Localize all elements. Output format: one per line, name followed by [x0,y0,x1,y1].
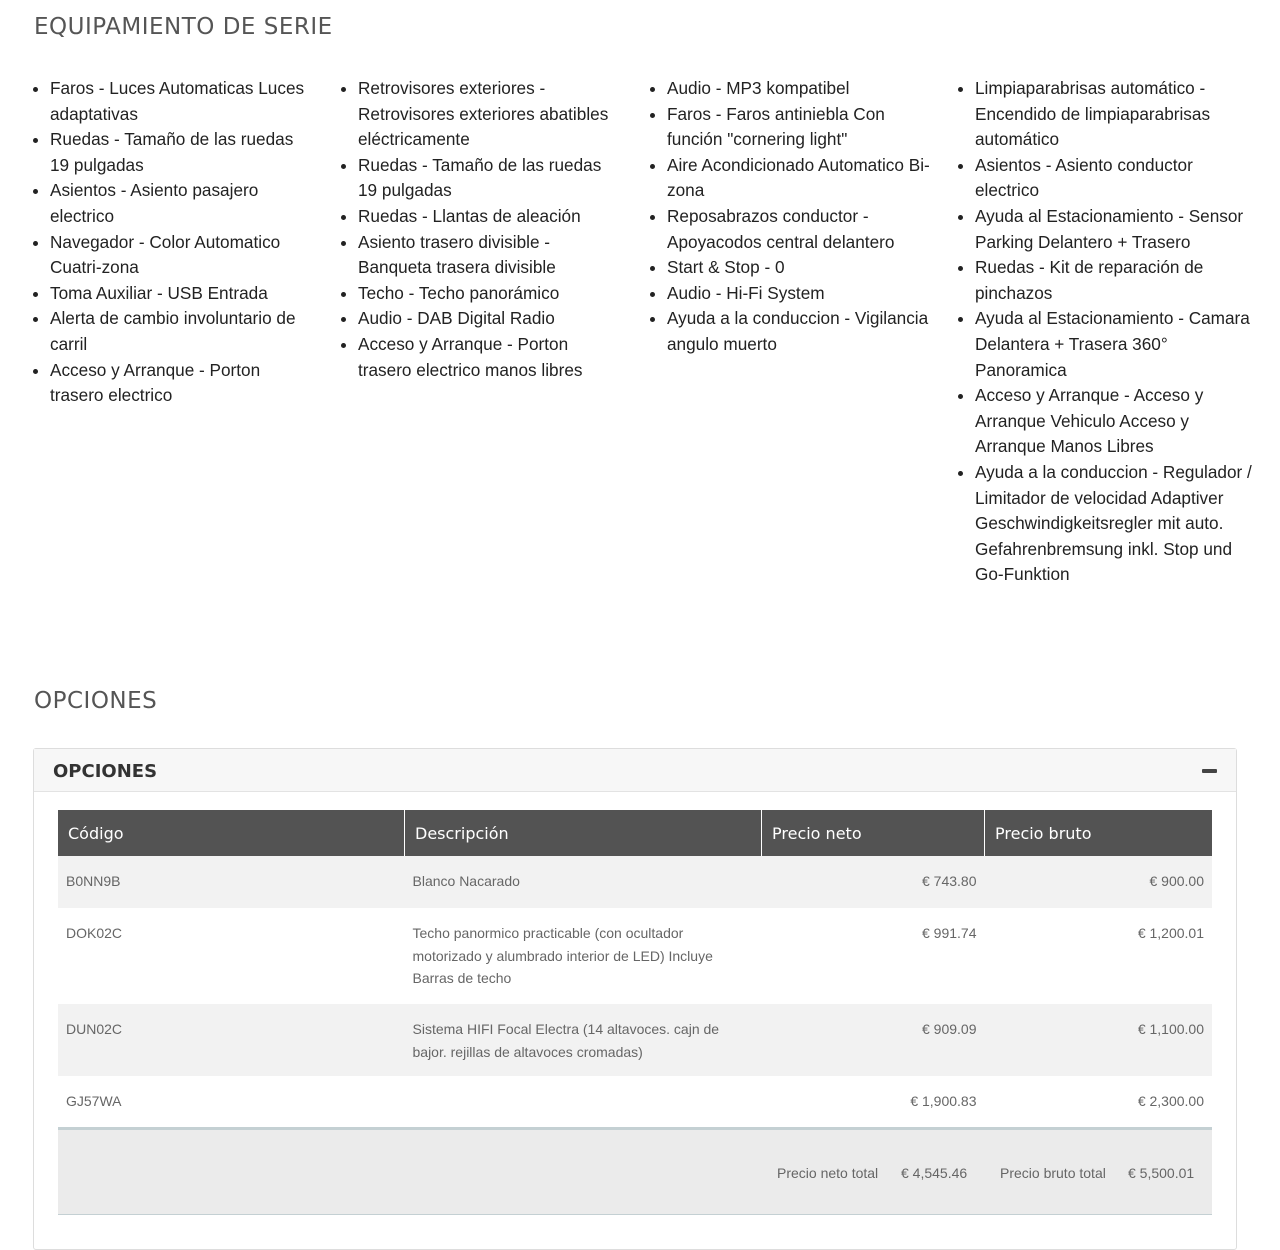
option-precio-neto: € 1,900.83 [762,1076,985,1125]
option-precio-neto: € 909.09 [762,1004,985,1076]
table-row [58,1076,1212,1125]
equipamiento-item: • Ruedas - Llantas de aleación [358,204,623,230]
total-neto-value: € 4,545.46 [901,1165,968,1181]
column-header-codigo: Código [58,810,405,856]
equipamiento-title: EQUIPAMIENTO DE SERIE [34,14,333,40]
table-row [58,908,1212,1004]
column-header-precio-bruto: Precio bruto [985,810,1213,856]
equipamiento-item: • Ayuda a la conduccion - Regulador / Limitador de velocidad Adaptiver Geschwindigkeitsregler mit auto. Gefahrenbremsung inkl. Stop und Go-Funktion [975,460,1255,588]
opciones-panel [33,748,1237,1250]
equipamiento-item: • Limpiaparabrisas automático - Encendido de limpiaparabrisas automático [975,76,1255,153]
equipamiento-item: • Asientos - Asiento conductor electrico [975,153,1255,204]
equipamiento-item: • Acceso y Arranque - Porton trasero electrico [50,358,315,409]
opciones-panel-title: OPCIONES [53,761,158,782]
equipamiento-item: • Audio - Hi-Fi System [667,281,932,307]
equipamiento-item: • Ruedas - Tamaño de las ruedas 19 pulgadas [50,127,315,178]
equipamiento-item: • Asiento trasero divisible - Banqueta trasera divisible [358,230,623,281]
option-precio-bruto: € 1,200.01 [985,908,1213,1004]
option-description: Sistema HIFI Focal Electra (14 altavoces. cajn de bajor. rejillas de altavoces cromadas) [405,1004,762,1076]
equipamiento-item: • Navegador - Color Automatico Cuatri-zona [50,230,315,281]
option-code: B0NN9B [58,856,405,908]
equipamiento-item: • Audio - MP3 kompatibel [667,76,932,102]
equipamiento-item: • Acceso y Arranque - Porton trasero electrico manos libres [358,332,623,383]
equipamiento-item: • Toma Auxiliar - USB Entrada [50,281,315,307]
equipamiento-item: • Asientos - Asiento pasajero electrico [50,178,315,229]
equipamiento-item: • Reposabrazos conductor - Apoyacodos central delantero [667,204,932,255]
total-bruto-label: Precio bruto total [1000,1165,1106,1181]
equipamiento-item: • Audio - DAB Digital Radio [358,306,623,332]
equipamiento-item: • Acceso y Arranque - Acceso y Arranque Vehiculo Acceso y Arranque Manos Libres [975,383,1255,460]
option-precio-bruto: € 1,100.00 [985,1004,1213,1076]
table-row [58,856,1212,908]
column-header-precio-neto: Precio neto [762,810,985,856]
equipamiento-item: • Ruedas - Kit de reparación de pinchazos [975,255,1255,306]
opciones-section-title: OPCIONES [34,688,158,714]
total-neto-label: Precio neto total [777,1165,879,1181]
equipamiento-item: • Ayuda al Estacionamiento - Sensor Parking Delantero + Trasero [975,204,1255,255]
option-description: Blanco Nacarado [405,856,762,908]
equipamiento-item: • Ruedas - Tamaño de las ruedas 19 pulgadas [358,153,623,204]
equipamiento-column-2 [341,76,623,383]
collapse-minus-icon[interactable] [1200,761,1220,781]
table-header-row [58,810,1212,856]
option-precio-neto: € 743.80 [762,856,985,908]
total-bruto-value: € 5,500.01 [1128,1165,1195,1181]
equipamiento-item: • Retrovisores exteriores - Retrovisores exteriores abatibles eléctricamente [358,76,623,153]
equipamiento-column-3 [650,76,932,358]
option-precio-bruto: € 900.00 [985,856,1213,908]
equipamiento-item: • Alerta de cambio involuntario de carril [50,306,315,357]
equipamiento-item: • Techo - Techo panorámico [358,281,623,307]
option-precio-neto: € 991.74 [762,908,985,1004]
equipamiento-item: • Faros - Faros antiniebla Con función "cornering light" [667,102,932,153]
column-header-descripcion: Descripción [405,810,762,856]
equipamiento-item: • Ayuda al Estacionamiento - Camara Delantera + Trasera 360° Panoramica [975,306,1255,383]
option-code: DUN02C [58,1004,405,1076]
opciones-table [58,810,1212,1125]
equipamiento-item: • Start & Stop - 0 [667,255,932,281]
equipamiento-item: • Faros - Luces Automaticas Luces adaptativas [50,76,315,127]
option-code: DOK02C [58,908,405,1004]
equipamiento-column-1 [33,76,315,409]
option-code: GJ57WA [58,1076,405,1125]
option-precio-bruto: € 2,300.00 [985,1076,1213,1125]
totals-row [58,1127,1212,1215]
equipamiento-item: • Aire Acondicionado Automatico Bi-zona [667,153,932,204]
option-description: Techo panormico practicable (con ocultador motorizado y alumbrado interior de LED) Incluye Barras de techo [405,908,762,1004]
table-row [58,1004,1212,1076]
opciones-panel-heading[interactable] [34,749,1236,792]
equipamiento-column-4 [958,76,1255,588]
option-description [405,1076,762,1125]
equipamiento-item: • Ayuda a la conduccion - Vigilancia angulo muerto [667,306,932,357]
